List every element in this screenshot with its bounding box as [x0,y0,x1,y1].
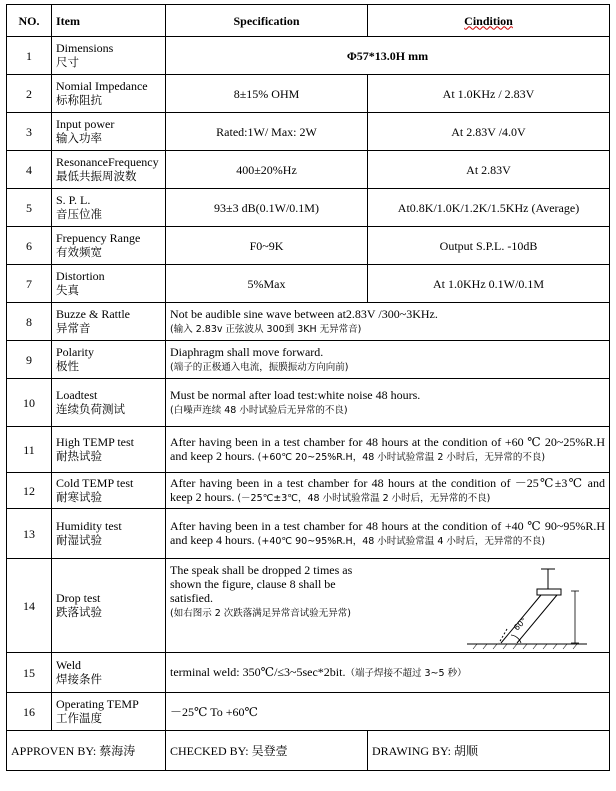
condition-cell: At 2.83V /4.0V [368,113,610,151]
condition-cell: Output S.P.L. -10dB [368,227,610,265]
spec-cell: 5%Max [166,265,368,303]
table-row: 13 Humidity test 耐湿试验 After having been in a test chamber for 48 hours at the condition of +40 ℃ 90~95%R.H and keep 4 hours. (+40℃ 90~95%R.H，48 小时试验常温 4 小时后，无异常的不良) [7,509,610,559]
table-row: 15 Weld 焊接条件 terminal weld: 350℃/≤3~5sec*2bit.（端子焊接不超过 3~5 秒） [7,653,610,693]
description-cell: －25℃ To +60℃ [166,693,610,731]
table-row: 8 Buzze & Rattle 异常音 Not be audible sine wave between at2.83V /300~3KHz. (输入 2.83v 正弦波从 300到 3KH 无异常音) [7,303,610,341]
description-cell: terminal weld: 350℃/≤3~5sec*2bit.（端子焊接不超过 3~5 秒） [166,653,610,693]
table-row: 10 Loadtest 连续负荷测试 Must be normal after load test:white noise 48 hours. (白噪声连续 48 小时试验后无异常的不良) [7,379,610,427]
condition-cell: At 1.0KHz / 2.83V [368,75,610,113]
table-row: 6 Frepuency Range 有效频宽 F0~9K Output S.P.L. -10dB [7,227,610,265]
item-cell: Buzze & Rattle 异常音 [52,303,166,341]
condition-cell: At 1.0KHz 0.1W/0.1M [368,265,610,303]
signature-row [7,731,610,771]
spec-cell: Rated:1W/ Max: 2W [166,113,368,151]
header-row [7,5,610,37]
description-cell: Diaphragm shall move forward. (端子的正极通入电流，振膜振动方向向前) [166,341,610,379]
item-cell: Input power 输入功率 [52,113,166,151]
header-condition: Cindition [368,5,610,37]
checked-by: CHECKED BY: 吴登壹 [166,731,368,771]
header-spec: Specification [166,5,368,37]
spec-cell: Φ57*13.0H mm [166,37,610,75]
item-cell: Cold TEMP test 耐寒试验 [52,473,166,509]
condition-cell: At 2.83V [368,151,610,189]
table-row: 9 Polarity 极性 Diaphragm shall move forward. (端子的正极通入电流，振膜振动方向向前) [7,341,610,379]
table-row: 7 Distortion 失真 5%Max At 1.0KHz 0.1W/0.1M [7,265,610,303]
table-row: 12 Cold TEMP test 耐寒试验 After having been in a test chamber for 48 hours at the condition of －25℃±3℃ and keep 2 hours. (－25℃±3℃，48 小时试验常温 2 小时后，无异常的不良) [7,473,610,509]
header-item: Item [52,5,166,37]
item-cell: Dimensions 尺寸 [52,37,166,75]
description-cell: After having been in a test chamber for 48 hours at the condition of +60 ℃ 20~25%R.H and keep 2 hours. (+60℃ 20~25%R.H，48 小时试验常温 2 小时后，无异常的不良) [166,427,610,473]
spec-cell: F0~9K [166,227,368,265]
description-cell: Must be normal after load test:white noise 48 hours. (白噪声连续 48 小时试验后无异常的不良) [166,379,610,427]
spec-cell: 93±3 dB(0.1W/0.1M) [166,189,368,227]
drawing-by: DRAWING BY: 胡顺 [368,731,610,771]
table-row: 4 ResonanceFrequency 最低共振周波数 400±20%Hz At 2.83V [7,151,610,189]
spec-cell: 8±15% OHM [166,75,368,113]
item-cell: ResonanceFrequency 最低共振周波数 [52,151,166,189]
table-row: 3 Input power 输入功率 Rated:1W/ Max: 2W At 2.83V /4.0V [7,113,610,151]
item-cell: Nomial Impedance 标称阻抗 [52,75,166,113]
table-row: 5 S. P. L. 音压位准 93±3 dB(0.1W/0.1M) At0.8K/1.0K/1.2K/1.5KHz (Average) [7,189,610,227]
item-cell: High TEMP test 耐热试验 [52,427,166,473]
description-cell: After having been in a test chamber for 48 hours at the condition of +40 ℃ 90~95%R.H and keep 4 hours. (+40℃ 90~95%R.H，48 小时试验常温 4 小时后，无异常的不良) [166,509,610,559]
angle-label: 60° [512,615,529,632]
table-row: 2 Nomial Impedance 标称阻抗 8±15% OHM At 1.0KHz / 2.83V [7,75,610,113]
item-cell: S. P. L. 音压位准 [52,189,166,227]
spec-cell: 400±20%Hz [166,151,368,189]
drop-test-figure [457,561,597,653]
header-no: NO. [7,5,52,37]
description-cell: After having been in a test chamber for 48 hours at the condition of －25℃±3℃ and keep 2 hours. (－25℃±3℃，48 小时试验常温 2 小时后，无异常的不良) [166,473,610,509]
item-cell: Operating TEMP 工作温度 [52,693,166,731]
table-row: 14 Drop test 跌落试验 The speak shall be dropped 2 times as shown the figure, clause 8 shall be satisfied. (如右图示 2 次跌落满足异常音试验无异常) 60° [7,559,610,653]
item-cell: Distortion 失真 [52,265,166,303]
item-cell: Frepuency Range 有效频宽 [52,227,166,265]
table-row: 1 Dimensions 尺寸 Φ57*13.0H mm [7,37,610,75]
item-cell: Humidity test 耐湿试验 [52,509,166,559]
spec-table [6,4,610,771]
item-cell: Drop test 跌落试验 [52,559,166,653]
item-cell: Loadtest 连续负荷测试 [52,379,166,427]
item-cell: Polarity 极性 [52,341,166,379]
description-cell: The speak shall be dropped 2 times as shown the figure, clause 8 shall be satisfied. (如右图示 2 次跌落满足异常音试验无异常) 60° [166,559,610,653]
table-row: 11 High TEMP test 耐热试验 After having been in a test chamber for 48 hours at the condition of +60 ℃ 20~25%R.H and keep 2 hours. (+60℃ 20~25%R.H，48 小时试验常温 2 小时后，无异常的不良) [7,427,610,473]
table-row: 16 Operating TEMP 工作温度 －25℃ To +60℃ [7,693,610,731]
condition-cell: At0.8K/1.0K/1.2K/1.5KHz (Average) [368,189,610,227]
item-cell: Weld 焊接条件 [52,653,166,693]
description-cell: Not be audible sine wave between at2.83V /300~3KHz. (输入 2.83v 正弦波从 300到 3KH 无异常音) [166,303,610,341]
approved-by: APPROVEN BY: 蔡海涛 [7,731,166,771]
